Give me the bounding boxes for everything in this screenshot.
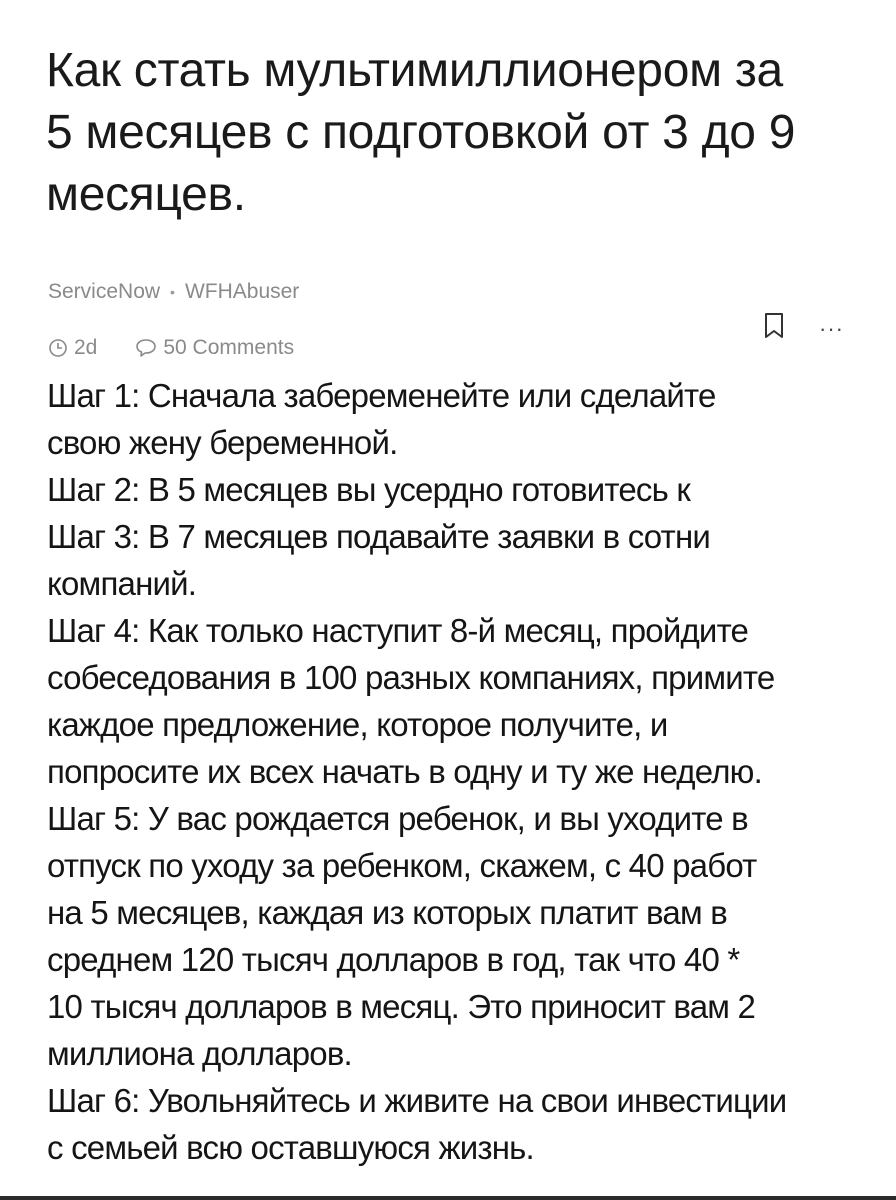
comments-link[interactable] — [135, 336, 294, 360]
post-age-text: 2d — [74, 336, 98, 359]
comments-count: 50 Comments — [163, 336, 295, 359]
post-body-line: Шаг 4: Как только наступит 8-й месяц, пройдите — [47, 612, 749, 649]
post-title[interactable] — [46, 40, 876, 226]
post-body-line: свою жену беременной. — [47, 424, 398, 461]
post-body-line: с семьей всю оставшуюся жизнь. — [47, 1129, 534, 1166]
post-body-line: Шаг 3: В 7 месяцев подавайте заявки в сотни — [47, 518, 710, 555]
bottom-divider — [0, 1196, 896, 1200]
post-body-line: на 5 месяцев, каждая из которых платит вам в — [47, 894, 727, 931]
post-actions — [763, 312, 844, 345]
post-stats — [48, 336, 294, 360]
post-body-line: Шаг 6: Увольняйтесь и живите на свои инвестиции — [47, 1082, 787, 1119]
author-link[interactable]: WFHAbuser — [184, 280, 300, 303]
post-body-line: попросите их всех начать в одну и ту же неделю. — [47, 753, 762, 790]
bookmark-icon — [763, 312, 785, 345]
clock-icon — [48, 338, 68, 358]
company-link[interactable]: ServiceNow — [48, 280, 161, 303]
post-body-line: миллиона долларов. — [47, 1035, 352, 1072]
post-body-line: каждое предложение, которое получите, и — [47, 706, 668, 743]
post-title-line: 5 месяцев с подготовкой от 3 до 9 — [46, 106, 796, 159]
post-body-line: Шаг 5: У вас рождается ребенок, и вы уходите в — [47, 800, 748, 837]
comment-icon — [135, 338, 157, 358]
post-body-line: среднем 120 тысяч долларов в год, так что 40 * — [47, 941, 740, 978]
post-body — [47, 372, 887, 1171]
post-age — [48, 336, 97, 360]
post-body-line: 10 тысяч долларов в месяц. Это приносит вам 2 — [47, 988, 756, 1025]
post-title-line: месяцев. — [46, 168, 246, 221]
bookmark-button[interactable] — [763, 312, 785, 345]
post-title-line: Как стать мультимиллионером за — [46, 44, 783, 97]
more-icon[interactable]: ··· — [819, 315, 844, 341]
meta-separator: • — [170, 284, 175, 300]
post-meta — [48, 280, 299, 304]
post-body-line: Шаг 2: В 5 месяцев вы усердно готовитесь к — [47, 471, 690, 508]
post-body-line: компаний. — [47, 565, 197, 602]
post-body-line: собеседования в 100 разных компаниях, примите — [47, 659, 775, 696]
post-body-line: Шаг 1: Сначала забеременейте или сделайте — [47, 377, 716, 414]
post-body-line: отпуск по уходу за ребенком, скажем, с 40 работ — [47, 847, 757, 884]
